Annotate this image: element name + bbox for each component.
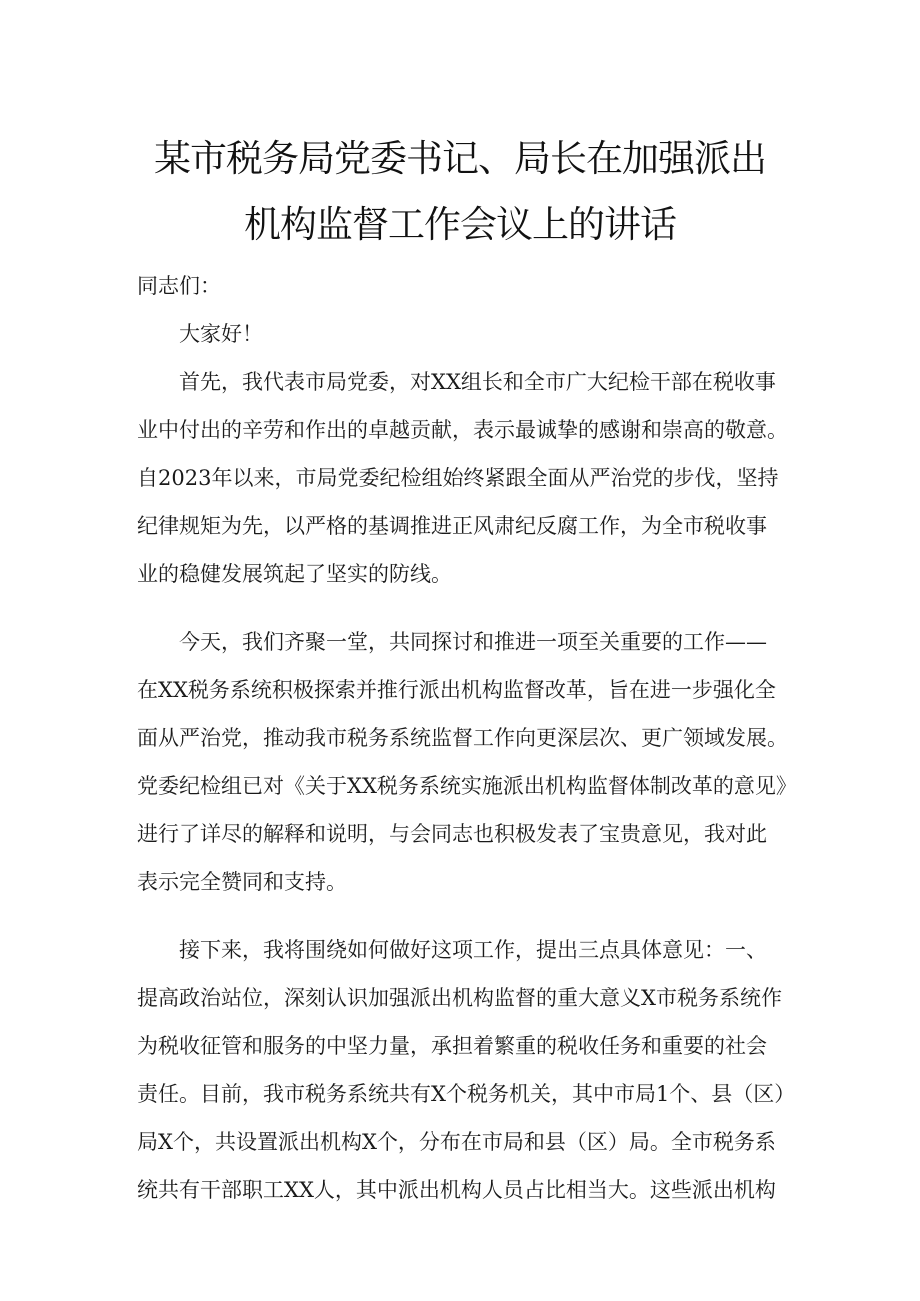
- paragraph-line: 党委纪检组已对《关于XX税务系统实施派出机构监督体制改革的意见》: [137, 774, 797, 798]
- title-line-2: 机构监督工作会议上的讲话: [244, 203, 676, 246]
- paragraph-line: 接下来，我将围绕如何做好这项工作，提出三点具体意见：一、: [179, 938, 767, 962]
- paragraph-line: 责任。目前，我市税务系统共有X个税务机关，其中市局1个、县（区）: [137, 1082, 796, 1106]
- title-line-1: 某市税务局党委书记、局长在加强派出: [154, 137, 766, 180]
- paragraph-line: 今天，我们齐聚一堂，共同探讨和推进一项至关重要的工作——: [179, 630, 767, 654]
- paragraph-line: 进行了详尽的解释和说明，与会同志也积极发表了宝贵意见，我对此: [137, 822, 767, 846]
- paragraph-line: 在XX税务系统积极探索并推行派出机构监督改革，旨在进一步强化全: [137, 678, 776, 702]
- paragraph-line: 业中付出的辛劳和作出的卓越贡献，表示最诚挚的感谢和崇高的敬意。: [137, 418, 788, 442]
- paragraph-greeting: [137, 310, 797, 358]
- paragraph-line: 局X个，共设置派出机构X个，分布在市局和县（区）局。全市税务系: [137, 1130, 776, 1154]
- paragraph-line: 业的稳健发展筑起了坚实的防线。: [137, 562, 452, 586]
- paragraph-line: 面从严治党，推动我市税务系统监督工作向更深层次、更广领域发展。: [137, 726, 788, 750]
- paragraph-line: 自2023年以来，市局党委纪检组始终紧跟全面从严治党的步伐，坚持: [137, 466, 779, 490]
- paragraph-today: [137, 618, 797, 906]
- paragraph-line: 首先，我代表市局党委，对XX组长和全市广大纪检干部在税收事: [179, 370, 776, 394]
- paragraph-next: [137, 926, 797, 1214]
- paragraph-line: 为税收征管和服务的中坚力量，承担着繁重的税收任务和重要的社会: [137, 1034, 767, 1058]
- salutation: 同志们：: [137, 274, 221, 298]
- document-body: [137, 262, 797, 1214]
- paragraph-line: 大家好！: [179, 322, 263, 346]
- document-title: [0, 126, 920, 258]
- paragraph-line: 纪律规矩为先，以严格的基调推进正风肃纪反腐工作，为全市税收事: [137, 514, 767, 538]
- paragraph-line: 提高政治站位，深刻认识加强派出机构监督的重大意义X市税务系统作: [137, 986, 782, 1010]
- paragraph-line: 统共有干部职工XX人，其中派出机构人员占比相当大。这些派出机构: [137, 1178, 776, 1202]
- paragraph-thanks: [137, 358, 797, 598]
- paragraph-line: 表示完全赞同和支持。: [137, 870, 347, 894]
